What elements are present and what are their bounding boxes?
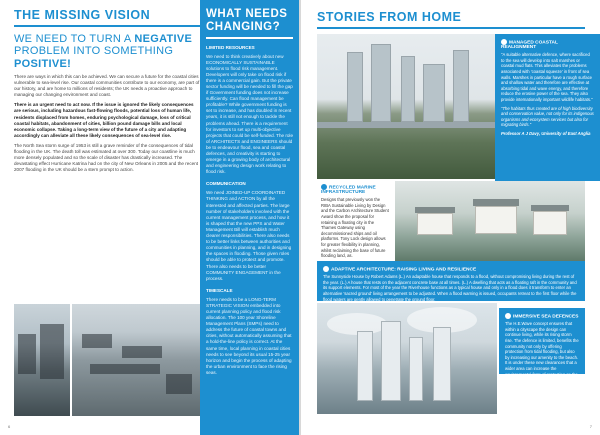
headline-part-2: PROBLEM INTO SOMETHING bbox=[14, 45, 174, 57]
page-number-left: 6 bbox=[8, 424, 11, 429]
flood-photo-aerial bbox=[72, 304, 200, 416]
title-underline bbox=[206, 37, 293, 39]
section-title-changing: WHAT NEEDS CHANGING? bbox=[206, 8, 288, 33]
headline-negative: NEGATIVE bbox=[134, 32, 193, 45]
managed-realignment-text: "A suitable alternative defence, where sacrificed to the sea will develop into salt marshes or coastal mud flats. This alleviates the problems associated with 'coastal squeeze' in front of sea walls. Marshes in particular have a rough surface and shallow water and therefore are effective at absorbing tidal and wave energy, and therefore reduce the erosive power of the sea. They also provide internationally important wildlife habitats." bbox=[501, 52, 593, 103]
missing-vision-column bbox=[14, 8, 200, 173]
recycled-infrastructure-box bbox=[317, 181, 393, 259]
section-title-stories: STORIES FROM HOME bbox=[317, 10, 462, 24]
coastal-towers-image bbox=[317, 34, 495, 179]
title-underline bbox=[14, 25, 200, 27]
left-page bbox=[0, 0, 299, 435]
immersive-sea-defences-text: The H.E.Wave concept ensures that within a cityscape the design can continue living, while its rising storm rise. The defence is limited, benefits the community not only by offering protection from tidal flooding, but also by increasing our amenity to the beach. It is under these new clearances that a wider area can increase the environmental form of protecting on the sea. bbox=[505, 321, 579, 383]
changing-panel bbox=[200, 0, 299, 435]
recycled-infrastructure-title: RECYCLED MARINE INFRASTRUCTURE bbox=[321, 185, 376, 196]
paragraph-north-sea: The North Sea storm surge of 1953 is still a grave reminder of the consequences of tidal flooding in the UK. The death toll was estimated at over 300. Today our coastline is much more densely populated and so the scale of disaster has drastically increased. The devastating effect Hurricane Katrina had on the city of New Orleans in 2005 and the recent 2007 flooding in the UK should be a stern prompt to action. bbox=[14, 142, 199, 173]
bullet-dot-icon bbox=[323, 266, 329, 272]
floating-houses-image bbox=[395, 181, 585, 261]
immersive-sea-defences-box bbox=[499, 308, 585, 383]
title-underline bbox=[317, 27, 585, 29]
paragraph-intro: There are ways in which this can be achieved. We can secure a future for the coastal cities vulnerable to sea-level rise. Our coastal communities contribute to our economy, are part of our history, and are home to millions of residents; the UK needs a proactive approach to managing our changing environment and coast. bbox=[14, 74, 200, 98]
managed-realignment-title: MANAGED COASTAL REALIGNMENT bbox=[501, 40, 558, 51]
managed-realignment-author: Professor A J Davy, University of East Anglia bbox=[501, 130, 591, 136]
subhead-timescale: TIMESCALE bbox=[206, 287, 233, 293]
changing-content bbox=[200, 8, 299, 376]
section-title-missing-vision: THE MISSING VISION bbox=[14, 8, 151, 22]
adaptive-architecture-box bbox=[317, 261, 585, 301]
bullet-dot-icon bbox=[505, 313, 511, 319]
sea-defence-towers-image bbox=[317, 303, 497, 414]
paragraph-urgent: There is an urgent need to act now. If the issue is ignored the likely consequences are serious, including hazardous fast-flowing floods, potential loss of human life, residents displaced from homes, enduring psychological damage, loss of critical coastal habitats, abandonment of cities, billion pound damage bills and local economic collapse. Taking a long-term view of the future of a city and adapting accordingly can alleviate all these likely consequences of sea-level rise. bbox=[14, 102, 194, 138]
headline-part-1: WE NEED TO TURN A bbox=[14, 32, 131, 45]
headline bbox=[14, 33, 200, 71]
right-page bbox=[301, 0, 600, 435]
flood-photo-street bbox=[14, 304, 70, 416]
managed-realignment-box bbox=[495, 34, 600, 181]
recycled-infrastructure-text: Designs that previously won the RIBA Sustainable Living by Design and the Carbon Architecture Student Award show the proposal for retaining a floating city in the Thames Gateway using decommissioned ships and oil platforms. Tony Lock design allows for greater flexibility in planning, whilst reclaiming the base of future flooding land, as. bbox=[321, 197, 389, 259]
adaptive-architecture-title: ADAPTIVE ARCHITECTURE: RAISING LIVING AND RESILIENCE bbox=[323, 266, 579, 272]
adaptive-architecture-text: The Sunnyside House by Robert Adams (L.) An adaptable house that responds to a flood, without compromising living during the rest of the year. (L.) A house that rests on the adjacent concrete base at all times. (L.) A dwelling that acts as a floating raft in the community and its support elements. For most of the year the Riverhouse functions as a typical house and only in a flood does it transform to enter an alternative 'sacred ground' living arrangement to be adjusted. When a flood warning is issued, occupants retreat to the first floor while the flood waters are gently allowed to penetrate the ground floor. bbox=[323, 274, 577, 302]
paragraph-timescale: There needs to be a LONG-TERM STRATEGIC VISION embedded into current planning policy and flood risk allocation. The 100 year Shoreline Management Plans (SMPs) need to address the future of coastal towns and cities, without automatically assuming that a hold-the-line policy is correct. At the same time, local planning in coastal cities needs to see beyond its usual 15-25 year horizon and begin the process of adapting the urban environment to face the rising seas. bbox=[206, 296, 292, 375]
managed-realignment-quote: "The habitats thus created are of high biodiversity and conservation value, not only for its indigenous organisms and ecosystem services but also for migrating birds." bbox=[501, 105, 594, 128]
subhead-communication: COMMUNICATION bbox=[206, 181, 246, 187]
immersive-sea-defences-title: IMMERSIVE SEA DEFENCES bbox=[505, 313, 579, 319]
paragraph-limited-resources: We need to think creatively about new ECONOMICALLY SUSTAINABLE solutions to flood risk management. Developers will only take on flood risk if there is a commercial gain. But the private sector funding will be needed to fill the gap if Government funding does not increase sufficiently. Can flood management be profitable? While government funding is set to increase, and has doubled in recent years, it is still not enough to tackle the problems ahead. There is a requirement for investors to set up multi-objective projects that could be self-funded. The role of ARCHITECTS and ENGINEERS should be to endeavour flood, sea and coastal defences, and creativity is starting to emerge in a growing body of architectural and engineering design work relating to flood risk. bbox=[206, 53, 293, 175]
flood-photos bbox=[14, 304, 200, 416]
paragraph-communication: We need JOINED-UP COORDINATED THINKING and ACTION by all the interested and affected parties. The large number of stakeholders involved with the current management process, and how it is shaped that the new PPS and Water Management Bill will establish much clearer responsibilities. There also needs to be better links between authorities and communities in planning, and in designing the spaces in flooding. Those given roles should be able to protect and promote. There also needs to be better COMMUNITY ENGAGEMENT in the process. bbox=[206, 190, 292, 281]
headline-positive: POSITIVE! bbox=[14, 57, 72, 70]
page-number-right: 7 bbox=[589, 424, 592, 429]
subhead-limited-resources: LIMITED RESOURCES bbox=[206, 44, 255, 50]
